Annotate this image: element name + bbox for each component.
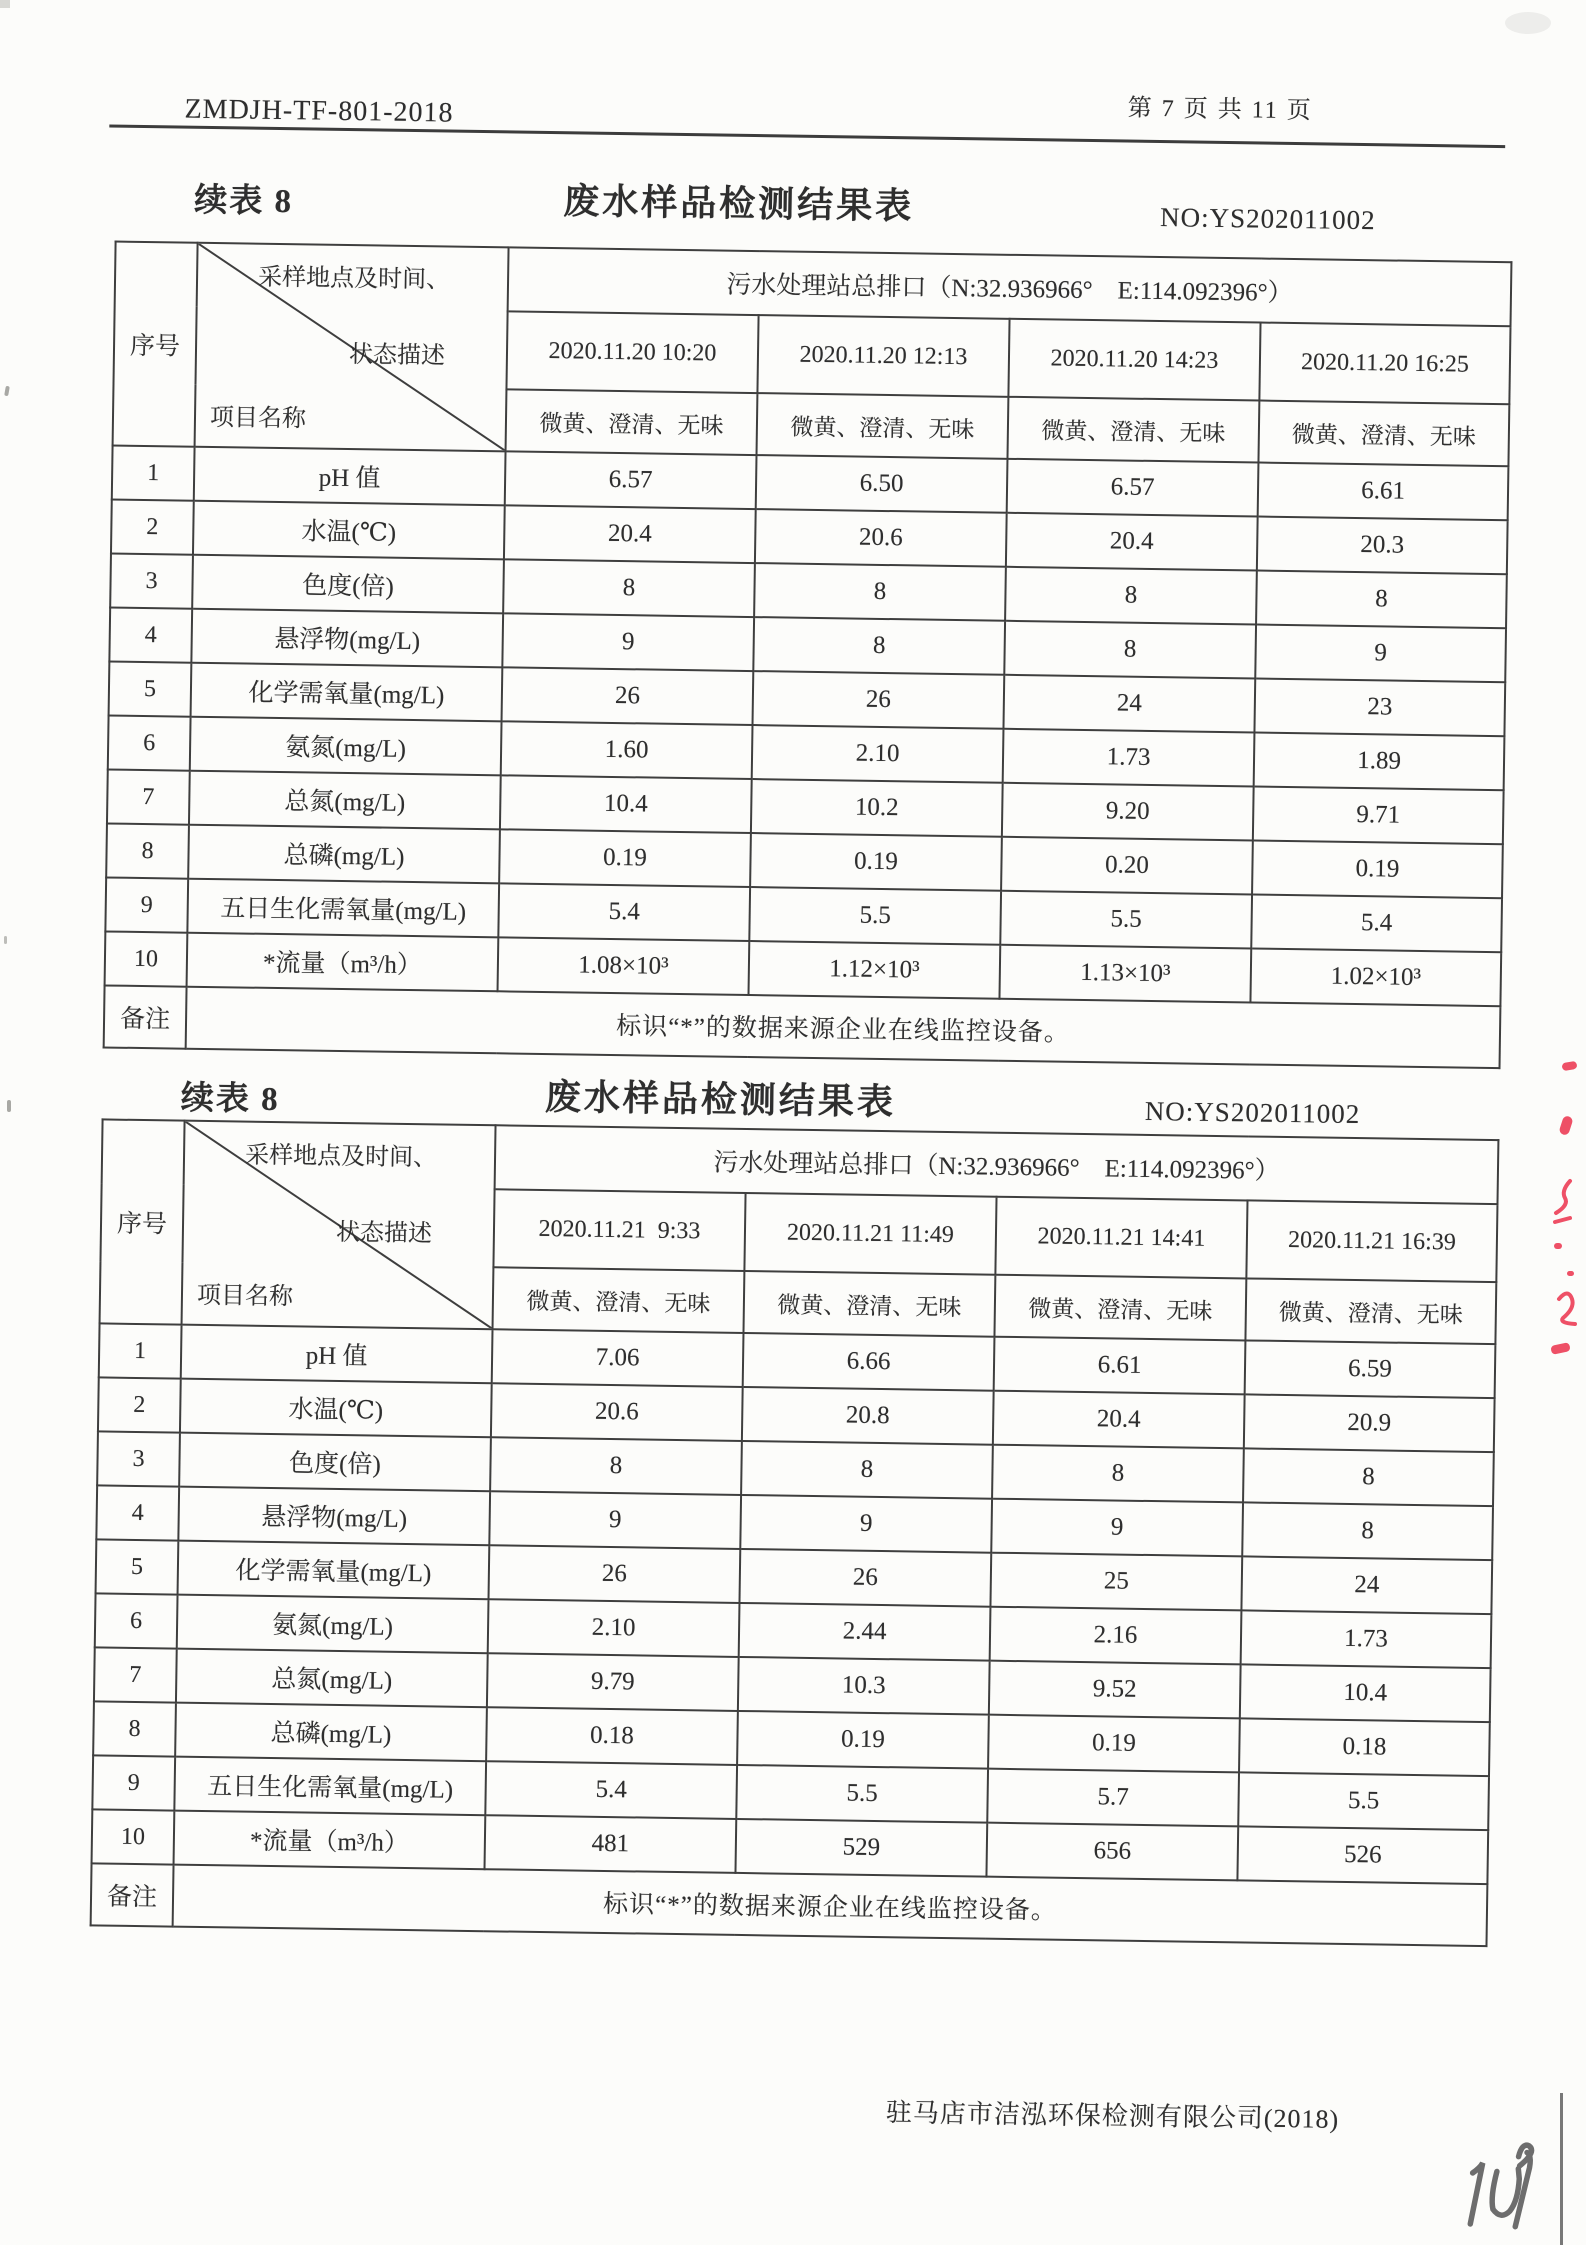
scan-smudge: [1505, 12, 1551, 34]
value-cell: 0.19: [1252, 840, 1503, 898]
value-cell: 5.4: [485, 1761, 737, 1819]
value-cell: 1.60: [501, 721, 753, 779]
value-cell: 20.6: [755, 509, 1007, 567]
sample-datetime: 2020.11.21 16:39: [1246, 1200, 1497, 1282]
wastewater-table-2: [90, 1118, 1500, 1947]
value-cell: 25: [990, 1553, 1242, 1611]
value-cell: 0.18: [486, 1707, 738, 1765]
row-no-cell: 4: [109, 608, 192, 663]
value-cell: 8: [1004, 621, 1256, 679]
scan-edge-line: [1560, 2093, 1563, 2245]
item-name-cell: 总磷(mg/L): [188, 825, 500, 884]
value-cell: 23: [1254, 679, 1505, 737]
item-name-cell: 氨氮(mg/L): [177, 1595, 489, 1654]
row-no-cell: 3: [110, 554, 193, 609]
value-cell: 1.02×10³: [1250, 948, 1501, 1006]
value-cell: 2.16: [990, 1607, 1242, 1665]
value-cell: 26: [489, 1545, 741, 1603]
value-cell: 20.6: [491, 1383, 743, 1441]
item-name-cell: 五日生化需氧量(mg/L): [187, 879, 499, 938]
corner-header-cell: [195, 243, 509, 452]
value-cell: 0.18: [1239, 1718, 1490, 1776]
item-name-cell: 化学需氧量(mg/L): [178, 1541, 490, 1600]
row-no-cell: 2: [98, 1377, 181, 1432]
item-name-cell: 氨氮(mg/L): [190, 717, 502, 776]
continued-table-label-2: 续表 8: [180, 1080, 280, 1119]
row-no-cell: 6: [108, 715, 191, 770]
seq-column-header: 序号: [113, 242, 198, 447]
sample-datetime: 2020.11.21 9:33: [493, 1189, 745, 1271]
sample-status: 微黄、澄清、无味: [994, 1275, 1246, 1341]
row-no-cell: 3: [97, 1431, 180, 1486]
row-no-cell: 7: [107, 769, 190, 824]
table-header-row: [115, 242, 1512, 327]
value-cell: 1.12×10³: [748, 941, 1000, 999]
value-cell: 9.71: [1253, 786, 1504, 844]
value-cell: 8: [1242, 1502, 1493, 1560]
remark-text: 标识“*”的数据来源企业在线监控设备。: [173, 1865, 1488, 1946]
value-cell: 5.4: [498, 883, 750, 941]
sample-status: 微黄、澄清、无味: [743, 1271, 995, 1337]
sample-status: 微黄、澄清、无味: [1245, 1278, 1496, 1344]
value-cell: 26: [739, 1549, 991, 1607]
item-name-cell: pH 值: [181, 1325, 493, 1384]
item-name-cell: pH 值: [194, 447, 506, 506]
value-cell: 9.79: [487, 1653, 739, 1711]
value-cell: 2.10: [752, 725, 1004, 783]
row-no-cell: 10: [105, 931, 188, 986]
seq-column-header: 序号: [100, 1119, 185, 1324]
value-cell: 20.8: [742, 1387, 994, 1445]
value-cell: 9.20: [1002, 783, 1254, 841]
value-cell: 10.4: [500, 775, 752, 833]
value-cell: 8: [992, 1445, 1244, 1503]
item-name-cell: 悬浮物(mg/L): [178, 1487, 490, 1546]
value-cell: 5.4: [1251, 894, 1502, 952]
value-cell: 526: [1237, 1826, 1488, 1884]
sample-status: 微黄、澄清、无味: [757, 393, 1009, 459]
sampling-location: 污水处理站总排口（N:32.936966° E:114.092396°）: [508, 247, 1512, 326]
sample-status: 微黄、澄清、无味: [1258, 401, 1509, 467]
item-name-cell: 总氮(mg/L): [189, 771, 501, 830]
value-cell: 9: [1255, 625, 1506, 683]
value-cell: 24: [1241, 1556, 1492, 1614]
row-no-cell: 1: [99, 1323, 182, 1378]
scan-corner-artifact: [0, 0, 10, 8]
value-cell: 7.06: [492, 1329, 744, 1387]
scan-speck: [4, 936, 7, 944]
sample-status: 微黄、澄清、无味: [493, 1267, 745, 1333]
value-cell: 6.66: [743, 1333, 995, 1391]
sample-datetime: 2020.11.20 16:25: [1259, 323, 1510, 405]
item-name-cell: 五日生化需氧量(mg/L): [174, 1757, 486, 1816]
item-name-cell: 总磷(mg/L): [175, 1703, 487, 1762]
value-cell: 1.89: [1254, 732, 1505, 790]
value-cell: 481: [485, 1815, 737, 1873]
remark-text: 标识“*”的数据来源企业在线监控设备。: [186, 987, 1501, 1068]
corner-label-status: 状态描述: [348, 342, 446, 370]
red-edge-mark: [1567, 1271, 1574, 1276]
sample-datetime: 2020.11.20 12:13: [757, 315, 1009, 397]
value-cell: 20.4: [993, 1391, 1245, 1449]
header-rule: [109, 124, 1505, 148]
value-cell: 6.59: [1245, 1340, 1496, 1398]
sample-status: 微黄、澄清、无味: [506, 389, 758, 455]
value-cell: 6.61: [1258, 463, 1509, 521]
value-cell: 10.2: [751, 779, 1003, 837]
value-cell: 5.5: [1000, 891, 1252, 949]
value-cell: 5.5: [1238, 1772, 1489, 1830]
row-no-cell: 10: [92, 1809, 175, 1864]
value-cell: 8: [753, 617, 1005, 675]
value-cell: 0.19: [499, 829, 751, 887]
sample-datetime: 2020.11.21 11:49: [744, 1193, 996, 1275]
sampling-location: 污水处理站总排口（N:32.936966° E:114.092396°）: [495, 1125, 1499, 1204]
value-cell: 1.73: [1241, 1610, 1492, 1668]
red-edge-mark: [1551, 1178, 1575, 1228]
handwritten-mark: [1455, 2138, 1547, 2242]
red-edge-mark: [1555, 1290, 1577, 1328]
value-cell: 8: [1256, 571, 1507, 629]
wastewater-table-1: [103, 241, 1513, 1070]
value-cell: 9.52: [989, 1661, 1241, 1719]
row-no-cell: 7: [94, 1647, 177, 1702]
value-cell: 0.19: [750, 833, 1002, 891]
value-cell: 10.3: [738, 1657, 990, 1715]
value-cell: 9: [991, 1499, 1243, 1557]
value-cell: 1.13×10³: [999, 945, 1251, 1003]
value-cell: 0.19: [737, 1711, 989, 1769]
value-cell: 20.4: [504, 505, 756, 563]
value-cell: 6.61: [994, 1337, 1246, 1395]
row-no-cell: 1: [112, 446, 195, 501]
item-name-cell: *流量（m³/h）: [174, 1811, 486, 1870]
corner-label-sampling: 采样地点及时间、: [244, 1142, 438, 1172]
row-no-cell: 8: [106, 823, 189, 878]
item-name-cell: 悬浮物(mg/L): [191, 609, 503, 668]
sample-datetime: 2020.11.20 14:23: [1008, 319, 1260, 401]
corner-label-item: 项目名称: [196, 1282, 294, 1311]
row-no-cell: 4: [96, 1485, 179, 1540]
value-cell: 20.4: [1006, 513, 1258, 571]
item-name-cell: 色度(倍): [192, 555, 504, 614]
value-cell: 529: [735, 1819, 987, 1877]
remark-label: 备注: [91, 1863, 174, 1926]
value-cell: 24: [1003, 675, 1255, 733]
value-cell: 9: [502, 613, 754, 671]
value-cell: 0.20: [1001, 837, 1253, 895]
value-cell: 5.7: [987, 1769, 1239, 1827]
value-cell: 2.44: [739, 1603, 991, 1661]
value-cell: 5.5: [736, 1765, 988, 1823]
table-title-2: 废水样品检测结果表: [544, 1077, 897, 1123]
red-edge-mark: [1561, 1061, 1577, 1071]
value-cell: 6.57: [505, 451, 757, 509]
red-edge-mark: [1554, 1243, 1562, 1249]
page-number: 第 7 页 共 11 页: [1127, 95, 1313, 125]
row-no-cell: 9: [92, 1755, 175, 1810]
value-cell: 9: [740, 1495, 992, 1553]
report-no-2: NO:YS202011002: [1144, 1095, 1361, 1130]
row-no-cell: 8: [93, 1701, 176, 1756]
row-no-cell: 5: [109, 661, 192, 716]
sample-datetime: 2020.11.20 10:20: [506, 311, 758, 393]
value-cell: 8: [741, 1441, 993, 1499]
item-name-cell: 总氮(mg/L): [176, 1649, 488, 1708]
item-name-cell: 水温(℃): [180, 1379, 492, 1438]
company-name: 驻马店市洁泓环保检测有限公司(2018): [885, 2098, 1340, 2134]
scan-speck: [7, 1100, 11, 1112]
continued-table-label-1: 续表 8: [193, 182, 294, 221]
item-name-cell: *流量（m³/h）: [187, 933, 499, 992]
corner-label-status: 状态描述: [335, 1219, 433, 1248]
value-cell: 26: [753, 671, 1005, 729]
row-no-cell: 5: [96, 1539, 179, 1594]
corner-label-item: 项目名称: [209, 404, 307, 433]
value-cell: 1.73: [1003, 729, 1255, 787]
value-cell: 10.4: [1240, 1664, 1491, 1722]
value-cell: 26: [502, 667, 754, 725]
value-cell: 8: [1005, 567, 1257, 625]
value-cell: 8: [754, 563, 1006, 621]
value-cell: 8: [1243, 1448, 1494, 1506]
remark-label: 备注: [104, 985, 187, 1048]
table-header-row: [102, 1119, 1499, 1204]
item-name-cell: 化学需氧量(mg/L): [191, 663, 503, 722]
document-code: ZMDJH-TF-801-2018: [184, 93, 454, 129]
value-cell: 8: [490, 1437, 742, 1495]
item-name-cell: 色度(倍): [179, 1433, 491, 1492]
row-no-cell: 6: [95, 1593, 178, 1648]
corner-label-sampling: 采样地点及时间、: [257, 264, 451, 294]
row-no-cell: 9: [105, 877, 188, 932]
table-title-1: 废水样品检测结果表: [562, 181, 915, 227]
value-cell: 20.9: [1244, 1394, 1495, 1452]
value-cell: 9: [489, 1491, 741, 1549]
value-cell: 20.3: [1257, 517, 1508, 575]
value-cell: 6.57: [1007, 459, 1259, 517]
value-cell: 2.10: [488, 1599, 740, 1657]
sample-status: 微黄、澄清、无味: [1007, 397, 1259, 463]
value-cell: 6.50: [756, 455, 1008, 513]
value-cell: 656: [986, 1823, 1238, 1881]
value-cell: 8: [503, 559, 755, 617]
value-cell: 0.19: [988, 1715, 1240, 1773]
row-no-cell: 2: [111, 500, 194, 555]
sample-datetime: 2020.11.21 14:41: [995, 1197, 1247, 1279]
corner-header-cell: [182, 1121, 496, 1330]
value-cell: 1.08×10³: [498, 937, 750, 995]
report-no-1: NO:YS202011002: [1159, 202, 1376, 236]
value-cell: 5.5: [749, 887, 1001, 945]
item-name-cell: 水温(℃): [193, 501, 505, 560]
